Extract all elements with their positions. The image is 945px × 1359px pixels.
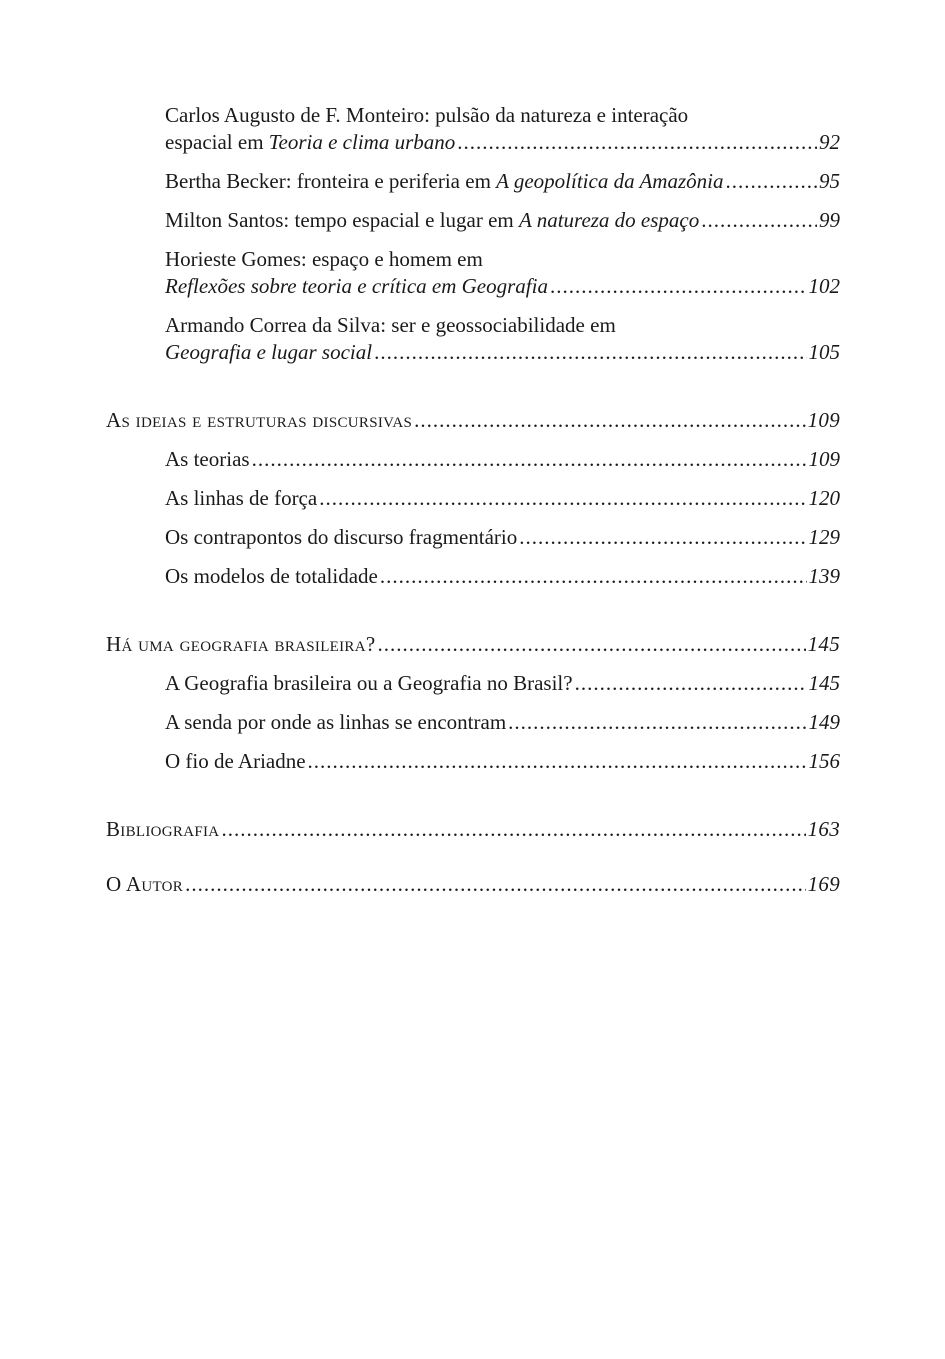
toc-entry-linhas-de-forca[interactable] <box>106 485 840 512</box>
toc-page-number: 145 <box>808 671 840 695</box>
dot-leader <box>701 207 817 234</box>
toc-entry-prefix: Milton Santos: tempo espacial e lugar em <box>165 208 520 232</box>
toc-section-ideias[interactable] <box>106 407 840 434</box>
toc-page-number: 120 <box>808 486 840 510</box>
toc-page-number: 139 <box>808 564 840 588</box>
table-of-contents <box>106 102 840 910</box>
dot-leader <box>725 168 817 195</box>
dot-leader <box>221 816 805 843</box>
section-spacer <box>106 855 840 871</box>
toc-entry-book-title: A geopolítica da Amazônia <box>496 169 724 193</box>
toc-page-number: 169 <box>807 872 840 896</box>
dot-leader <box>380 563 807 590</box>
toc-page-number: 109 <box>808 447 840 471</box>
dot-leader <box>377 631 805 658</box>
dot-leader <box>185 871 806 898</box>
dot-leader <box>508 709 806 736</box>
toc-entry-book-title: Geografia e lugar social <box>165 340 373 364</box>
section-spacer <box>106 602 840 631</box>
section-spacer <box>106 378 840 407</box>
toc-section-title: As ideias e estruturas discursivas <box>106 408 413 432</box>
toc-page-number: 149 <box>808 710 840 734</box>
dot-leader <box>519 524 806 551</box>
toc-section-geografia-brasileira[interactable] <box>106 631 840 658</box>
toc-entry-contrapontos[interactable] <box>106 524 840 551</box>
dot-leader <box>374 339 806 366</box>
toc-section-title: Bibliografia <box>106 817 220 841</box>
toc-entry-prefix: Bertha Becker: fronteira e periferia em <box>165 169 497 193</box>
toc-entry-becker[interactable] <box>106 168 840 195</box>
toc-section-title: Há uma geografia brasileira? <box>106 632 376 656</box>
toc-page-number: 163 <box>807 817 840 841</box>
toc-entry-book-title: Teoria e clima urbano <box>268 130 456 154</box>
toc-entry-teorias[interactable] <box>106 446 840 473</box>
toc-entry-modelos[interactable] <box>106 563 840 590</box>
toc-section-bibliografia[interactable] <box>106 816 840 843</box>
toc-page-number: 105 <box>808 340 840 364</box>
dot-leader <box>252 446 807 473</box>
toc-section-title: O Autor <box>106 872 184 896</box>
toc-page-number: 99 <box>819 208 840 232</box>
toc-entry-santos[interactable] <box>106 207 840 234</box>
toc-entry-line1: Carlos Augusto de F. Monteiro: pulsão da natureza e interação <box>165 103 689 127</box>
toc-entry-title: As teorias <box>165 447 250 471</box>
toc-entry-title: As linhas de força <box>165 486 318 510</box>
toc-entry-title: O fio de Ariadne <box>165 749 306 773</box>
toc-entry-book-title: Reflexões sobre teoria e crítica em Geografia <box>165 274 548 298</box>
toc-page-number: 92 <box>819 130 840 154</box>
toc-entry-line1: Armando Correa da Silva: ser e geossociabilidade em <box>165 313 616 337</box>
toc-page-number: 102 <box>808 274 840 298</box>
toc-entry-fio-de-ariadne[interactable] <box>106 748 840 775</box>
toc-entry-monteiro[interactable] <box>106 102 840 156</box>
toc-page-number: 156 <box>808 749 840 773</box>
dot-leader <box>308 748 807 775</box>
toc-page-number: 145 <box>807 632 840 656</box>
toc-page-number: 95 <box>819 169 840 193</box>
dot-leader <box>575 670 807 697</box>
toc-entry-title: A senda por onde as linhas se encontram <box>165 710 507 734</box>
toc-entry-title: A Geografia brasileira ou a Geografia no Brasil? <box>165 671 573 695</box>
dot-leader <box>319 485 806 512</box>
toc-entry-line1: Horieste Gomes: espaço e homem em <box>165 247 483 271</box>
toc-entry-title: Os contrapontos do discurso fragmentário <box>165 525 518 549</box>
toc-entry-geografia-no-brasil[interactable] <box>106 670 840 697</box>
toc-section-autor[interactable] <box>106 871 840 898</box>
toc-entry-book-title: A natureza do espaço <box>519 208 700 232</box>
toc-page-number: 109 <box>807 408 840 432</box>
toc-entry-silva[interactable] <box>106 312 840 366</box>
dot-leader <box>414 407 805 434</box>
toc-page-number: 129 <box>808 525 840 549</box>
toc-entry-title: Os modelos de totalidade <box>165 564 378 588</box>
section-spacer <box>106 787 840 816</box>
dot-leader <box>550 273 807 300</box>
toc-entry-gomes[interactable] <box>106 246 840 300</box>
toc-entry-senda[interactable] <box>106 709 840 736</box>
dot-leader <box>457 129 817 156</box>
toc-entry-prefix: espacial em <box>165 130 269 154</box>
